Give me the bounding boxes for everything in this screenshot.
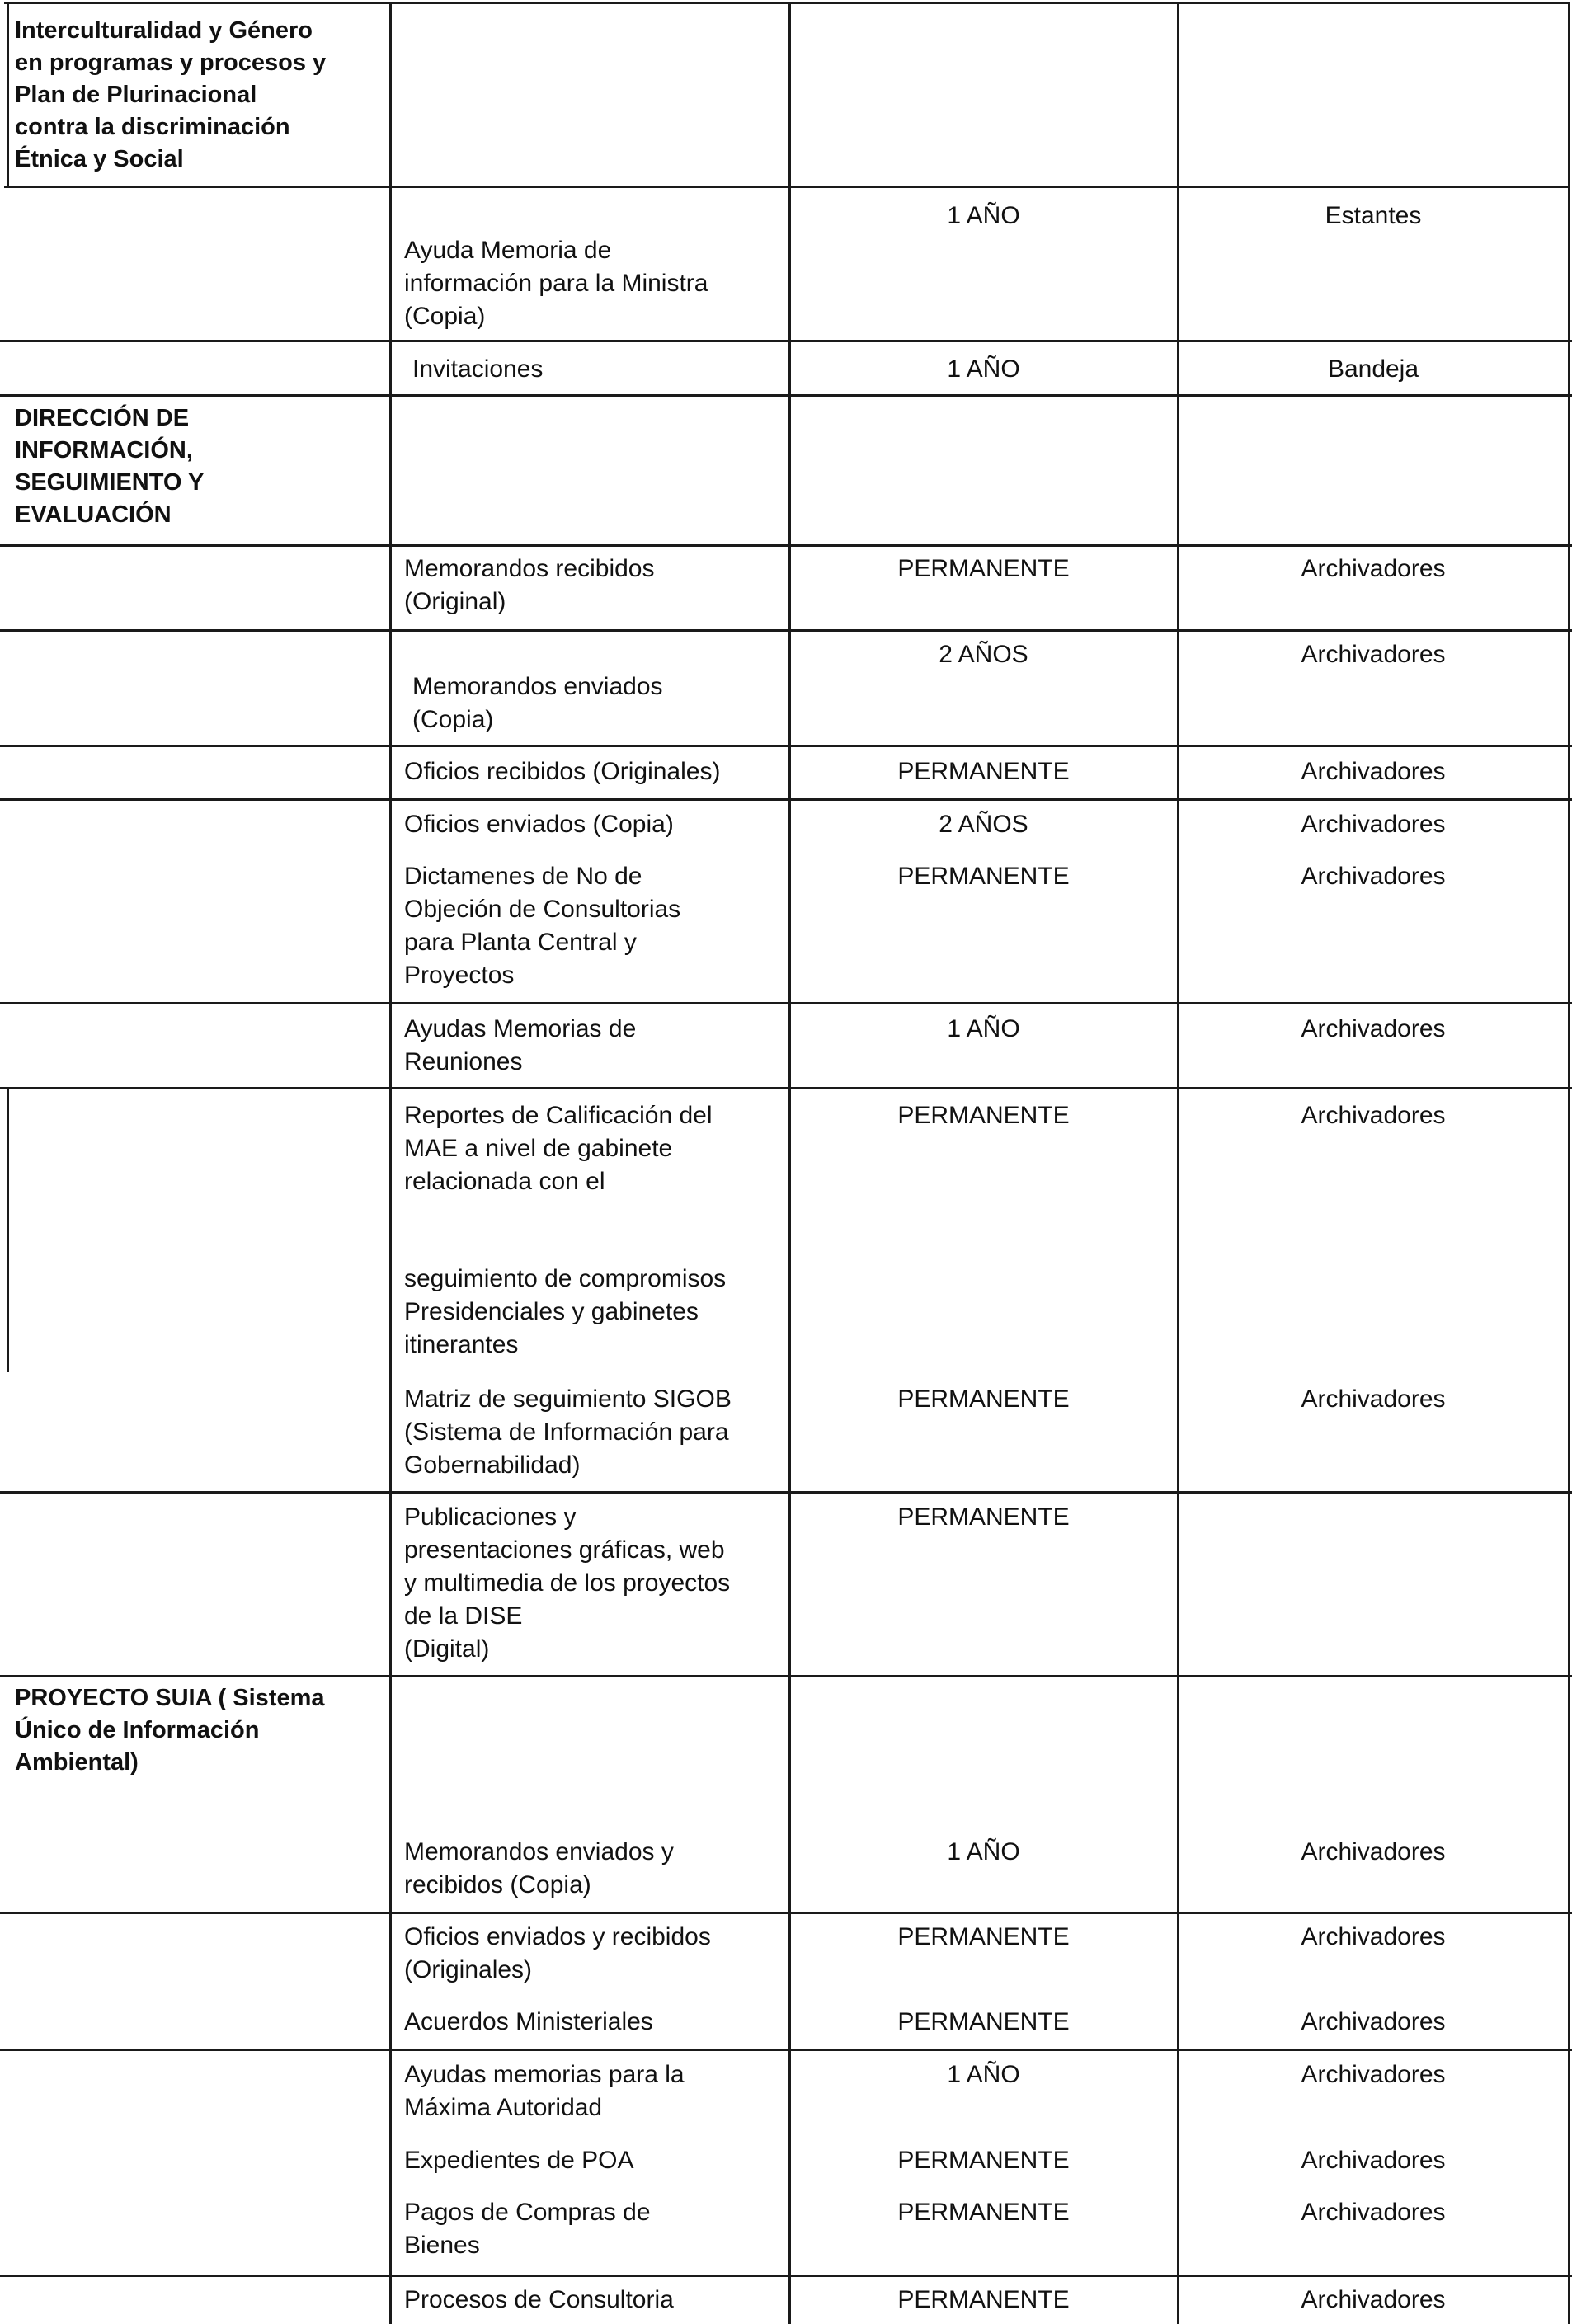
location-cell: Archivadores [1301,1923,1446,1950]
table-rule [0,2049,1572,2051]
table-rule [4,186,1570,188]
retention-period-cell: 1 AÑO [947,355,1020,383]
location-cell: Archivadores [1301,641,1446,668]
document-cell: Publicaciones y presentaciones gráficas, web y multimedia de los proyectos de la DISE (Digital) [404,1503,731,1663]
table-rule [1568,2,1570,2324]
table-rule [1177,2,1179,2324]
document-cell: Reportes de Calificación del MAE a nivel de gabinete relacionada con el [404,1102,713,1195]
location-cell: Archivadores [1301,1385,1446,1413]
document-cell: Pagos de Compras de Bienes [404,2199,651,2259]
location-cell: Archivadores [1301,758,1446,785]
retention-period-cell: PERMANENTE [897,1503,1070,1531]
retention-period-cell: PERMANENTE [897,555,1070,582]
retention-period-cell: PERMANENTE [897,1385,1070,1413]
location-cell: Archivadores [1301,1102,1446,1129]
table-rule [389,2,392,2324]
location-cell: Archivadores [1301,811,1446,838]
retention-period-cell: PERMANENTE [897,1102,1070,1129]
retention-period-cell: PERMANENTE [897,2286,1070,2313]
table-rule [0,1912,1572,1914]
table-rule [0,2275,1572,2277]
document-cell: Expedientes de POA [404,2147,634,2174]
document-cell: Ayudas memorias para la Máxima Autoridad [404,2061,685,2121]
retention-period-cell: 1 AÑO [947,1838,1020,1865]
table-rule [0,798,1572,801]
retention-period-cell: 1 AÑO [947,1015,1020,1042]
table-rule [0,544,1572,547]
location-cell: Archivadores [1301,2286,1446,2313]
table-rule [0,1002,1572,1004]
location-cell: Archivadores [1301,555,1446,582]
table-rule [0,1491,1572,1494]
table-rule [0,629,1572,632]
document-cell: Invitaciones [412,355,544,383]
document-cell: Ayuda Memoria de información para la Ministra (Copia) [404,237,708,330]
retention-period-cell: PERMANENTE [897,2147,1070,2174]
table-rule [7,1087,9,1372]
location-cell: Archivadores [1301,2008,1446,2035]
table-rule [0,394,1572,397]
location-cell: Archivadores [1301,863,1446,890]
retention-period-cell: PERMANENTE [897,863,1070,890]
table-rule [4,2,1570,4]
retention-period-cell: PERMANENTE [897,758,1070,785]
document-cell: Acuerdos Ministeriales [404,2008,653,2035]
location-cell: Archivadores [1301,2199,1446,2226]
location-cell: Archivadores [1301,2147,1446,2174]
document-cell: Memorandos recibidos (Original) [404,555,655,615]
document-cell: Memorandos enviados (Copia) [412,673,663,733]
section-heading: PROYECTO SUIA ( Sistema Único de Información Ambiental) [15,1685,325,1776]
retention-period-cell: 1 AÑO [947,202,1020,229]
document-cell: Memorandos enviados y recibidos (Copia) [404,1838,674,1898]
table-rule [0,1675,1572,1677]
section-heading: Interculturalidad y Género en programas y procesos y Plan de Plurinacional contra la discriminación Étnica y Social [15,17,327,172]
document-cell: Dictamenes de No de Objeción de Consultorias para Planta Central y Proyectos [404,863,681,989]
location-cell: Archivadores [1301,2061,1446,2088]
document-cell: seguimiento de compromisos Presidenciales y gabinetes itinerantes [404,1265,727,1358]
retention-period-cell: PERMANENTE [897,2199,1070,2226]
document-cell: Oficios recibidos (Originales) [404,758,721,785]
table-rule [0,745,1572,747]
retention-period-cell: PERMANENTE [897,1923,1070,1950]
retention-period-cell: 2 AÑOS [939,811,1028,838]
document-cell: Ayudas Memorias de Reuniones [404,1015,637,1075]
location-cell: Estantes [1325,202,1422,229]
document-cell: Oficios enviados (Copia) [404,811,674,838]
table-rule [788,2,791,2324]
retention-period-cell: 2 AÑOS [939,641,1028,668]
location-cell: Bandeja [1327,355,1419,383]
table-rule [7,2,9,186]
location-cell: Archivadores [1301,1015,1446,1042]
table-rule [0,1087,1572,1089]
document-cell: Procesos de Consultoria [404,2286,674,2313]
location-cell: Archivadores [1301,1838,1446,1865]
retention-period-cell: PERMANENTE [897,2008,1070,2035]
table-rule [0,340,1572,342]
document-cell: Matriz de seguimiento SIGOB (Sistema de Información para Gobernabilidad) [404,1385,732,1479]
section-heading: DIRECCIÓN DE INFORMACIÓN, SEGUIMIENTO Y EVALUACIÓN [15,405,205,528]
retention-period-cell: 1 AÑO [947,2061,1020,2088]
document-cell: Oficios enviados y recibidos (Originales) [404,1923,711,1983]
